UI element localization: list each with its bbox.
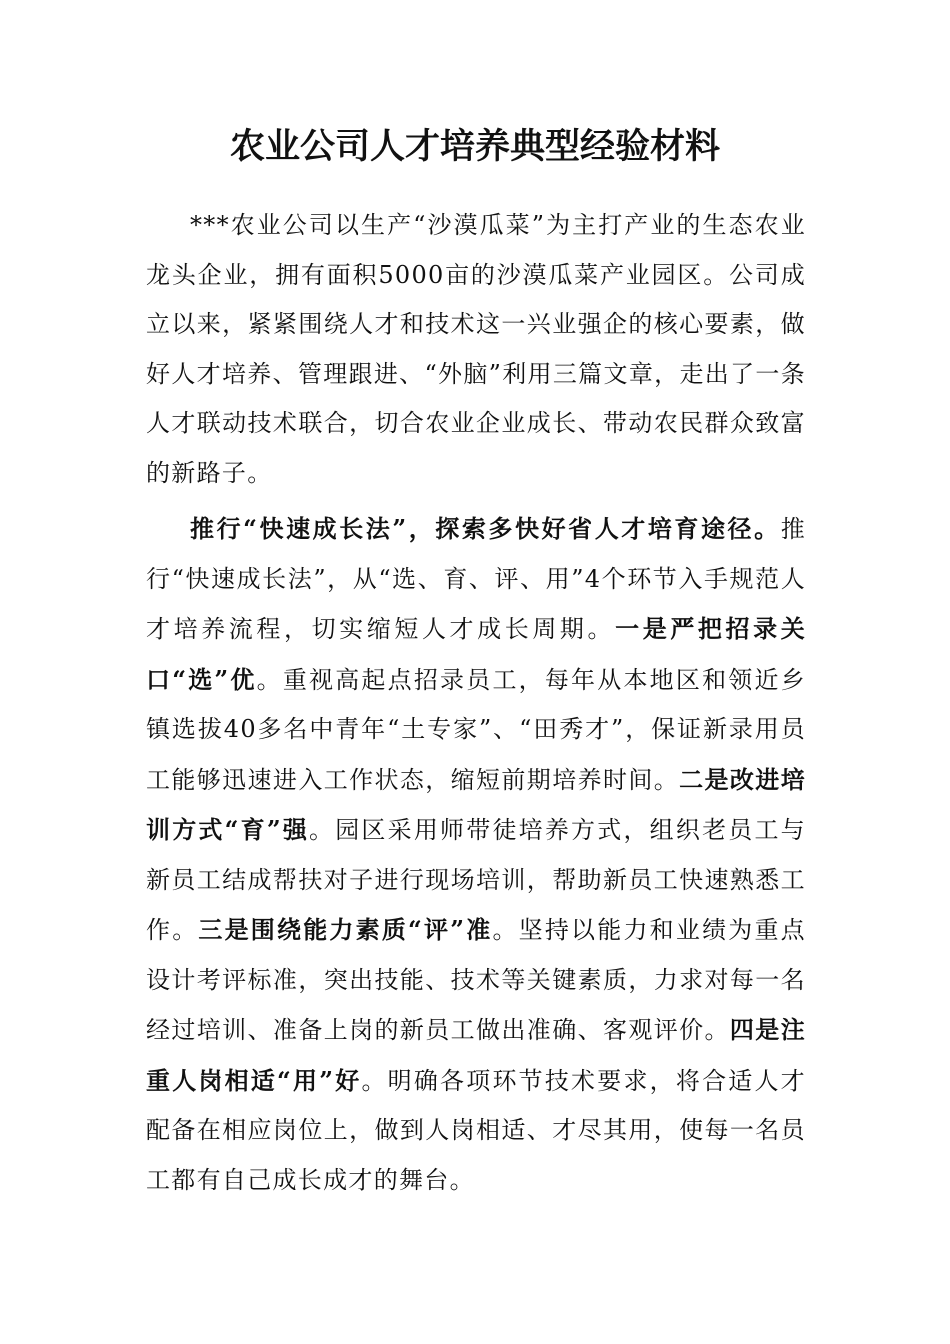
paragraph-segment: ***农业公司以生产“沙漠瓜菜”为主打产业的生态农业龙头企业，拥有面积5000亩的沙漠瓜菜产业园区。公司成立以来，紧紧围绕人才和技术这一兴业强企的核心要素，做好人才培养、管理跟进、“外脑”利用三篇文章，走出了一条人才联动技术联合，切合农业企业成长、带动农民群众致富的新路子。	[146, 211, 806, 487]
document-body	[146, 201, 806, 1205]
paragraph-segment: 。坚持以能力和业绩为重点设计考评标准，突出技能、技术等关键素质，力求对每一名经过培训、准备上岗的新员工做出准确、客观评价。	[146, 916, 806, 1044]
paragraph-heading: 推行“快速成长法”，探索多快好省人才培育途径。	[190, 514, 781, 543]
paragraph-fast-growth	[146, 504, 806, 1205]
document-title: 农业公司人才培养典型经验材料	[229, 126, 720, 167]
paragraph-segment: 。重视高起点招录员工，每年从本地区和领近乡镇选拔40多名中青年“土专家”、“田秀才”，保证新录用员工能够迅速进入工作状态，缩短前期培养时间。	[146, 665, 806, 794]
paragraph-segment: 推行“快速成长法”，从“选、育、评、用”4个环节入手规范人才培养流程，切实缩短人才成长周期。	[146, 515, 806, 643]
point-three-heading: 三是围绕能力素质“评”准	[198, 915, 493, 944]
paragraph-segment: 。明确各项环节技术要求，将合适人才配备在相应岗位上，做到人岗相适、才尽其用，使每一名员工都有自己成长成才的舞台。	[146, 1066, 806, 1194]
point-one-heading: 一是严把招录关口“选”优	[146, 614, 806, 694]
point-two-heading: 二是改进培训方式“育”强	[146, 764, 806, 844]
point-four-heading: 四是注重人岗相适“用”好	[146, 1015, 806, 1095]
paragraph-intro	[146, 201, 806, 498]
paragraph-segment: 。园区采用师带徒培养方式，组织老员工与新员工结成帮扶对子进行现场培训，帮助新员工快速熟悉工作。	[146, 816, 806, 944]
